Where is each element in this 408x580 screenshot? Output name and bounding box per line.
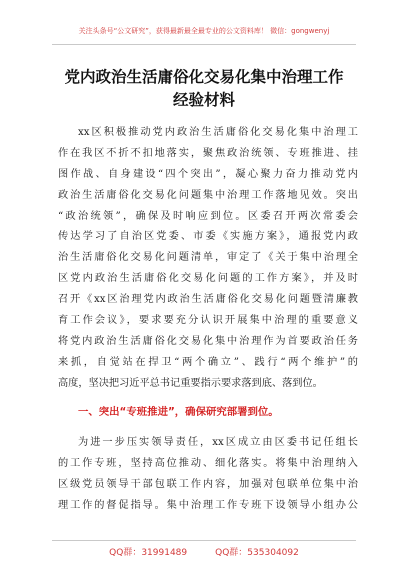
paragraph-section-one [58, 433, 358, 517]
footer-qq-group-2: QQ群：535304092 [215, 548, 299, 558]
paragraph-line: 传达学习了自治区党委、市委《实施方案》，通报党内政 [58, 231, 358, 243]
footer-divider [52, 540, 356, 541]
paragraph-line: “政治统领”，确保及时响应到位。区委召开两次常委会 [58, 210, 358, 222]
paragraph-line: 作在我区不折不扣地落实，聚焦政治统领、专班推进、挂 [58, 147, 358, 159]
paragraph-line: 将党内政治生活庸俗化交易化集中治理作为首要政治任务 [58, 335, 358, 347]
footer-qq-group-1: QQ群：31991489 [109, 548, 188, 558]
footer-contact [0, 545, 408, 558]
document-title [40, 66, 368, 112]
paragraph-line: 区级党员领导干部包联工作内容，加强对包联单位集中治 [58, 478, 358, 490]
paragraph-line: 来抓，自觉站在捍卫“两个确立”、践行“两个维护”的 [58, 356, 358, 368]
paragraph-line: 政治生活庸俗化交易化问题集中治理工作落地见效。突出 [58, 189, 358, 201]
paragraph-line: 图作战、自身建设“四个突出”，凝心聚力奋力推动党内 [58, 168, 358, 180]
paragraph-line: xx区积极推动党内政治生活庸俗化交易化集中治理工 [78, 127, 358, 138]
header-divider [52, 44, 356, 45]
paragraph-line: 高度，坚决把习近平总书记重要指示要求落到底、落到位。 [58, 377, 323, 389]
paragraph-line: 为进一步压实领导责任，xx区成立由区委书记任组长 [78, 437, 358, 448]
paragraph-line: 治生活庸俗化交易化问题清单，审定了《关于集中治理全 [58, 252, 358, 264]
paragraph-line: 召开《xx区治理党内政治生活庸俗化交易化问题暨清廉教 [58, 294, 358, 306]
paragraph-line: 的工作专班，坚持高位推动、细化落实。将集中治理纳入 [58, 457, 358, 469]
section-heading: 一、突出“专班推进”，确保研究部署到位。 [78, 406, 279, 418]
paragraph-intro [58, 123, 358, 395]
document-title-line: 经验材料 [172, 91, 235, 109]
paragraph-line: 理工作的督促指导。集中治理工作专班下设领导小组办公 [58, 499, 358, 511]
paragraph-line: 区党内政治生活庸俗化交易化问题的工作方案》，并及时 [58, 273, 358, 285]
paragraph-line: 育工作会议》，要求要充分认识开展集中治理的重要意义 [58, 315, 358, 327]
document-title-line: 党内政治生活庸俗化交易化集中治理工作 [64, 68, 344, 86]
header-note: 关注头条号“公文研究”，获得最新最全最专业的公文资料库！ 微信：gongwenyj [78, 27, 330, 35]
